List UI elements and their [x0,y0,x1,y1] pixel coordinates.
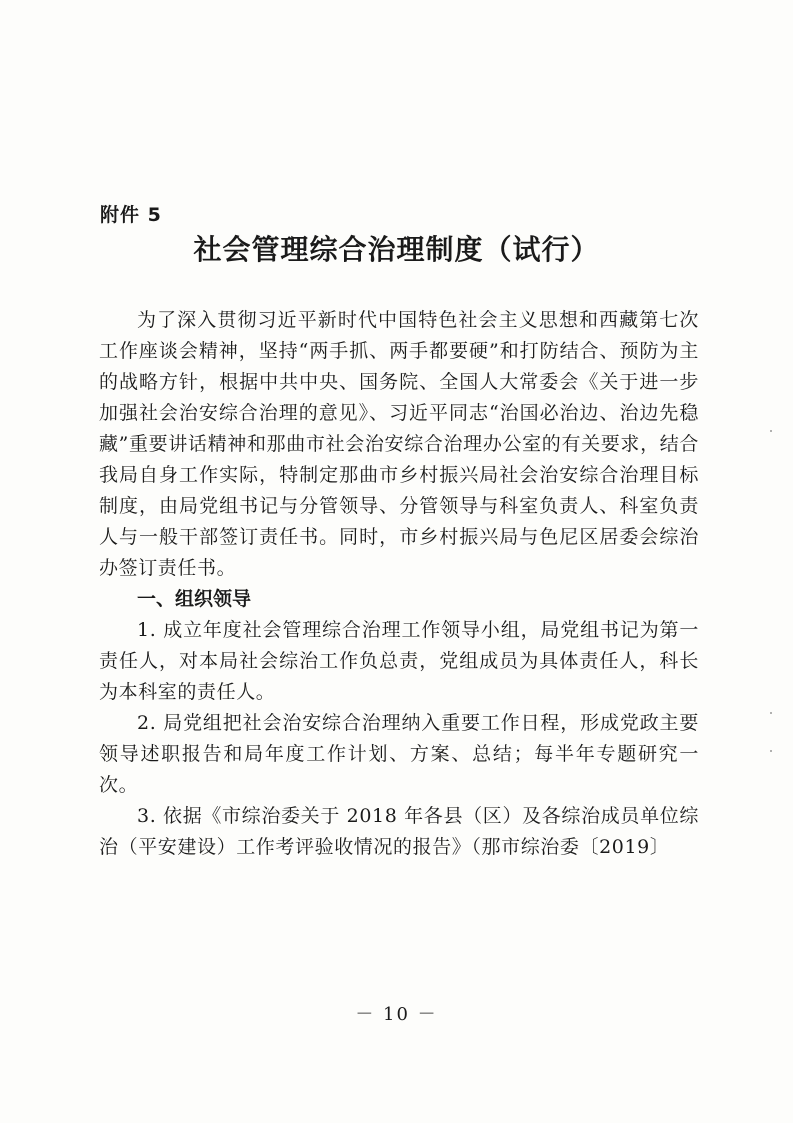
binding-hole-mark [770,750,772,752]
item-paragraph-3: 3. 依据《市综治委关于 2018 年各县（区）及各综治成员单位综治（平安建设）工作考评验收情况的报告》（那市综治委〔2019〕 [99,805,699,858]
item-paragraph-2: 2. 局党组把社会治安综合治理纳入重要工作日程，形成党政主要领导述职报告和局年度工作计划、方案、总结；每半年专题研究一次。 [99,712,699,796]
page-number: － 10 － [355,1004,438,1025]
document-title: 社会管理综合治理制度（试行） [193,233,600,266]
binding-hole-mark [770,712,772,714]
item-paragraph-1: 1. 成立年度社会管理综合治理工作领导小组，局党组书记为第一责任人，对本局社会综治工作负总责，党组成员为具体责任人，科长为本科室的责任人。 [99,619,699,703]
attachment-label: 附件 5 [100,204,162,226]
section-heading-organization: 一、组织领导 [137,588,252,610]
document-body [99,305,699,863]
intro-paragraph: 为了深入贯彻习近平新时代中国特色社会主义思想和西藏第七次工作座谈会精神，坚持“两手抓、两手都要硬”和打防结合、预防为主的战略方针，根据中共中央、国务院、全国人大常委会《关于进一步加强社会治安综合治理的意见》、习近平同志“治国必治边、治边先稳藏”重要讲话精神和那曲市社会治安综合治理办公室的有关要求，结合我局自身工作实际，特制定那曲市乡村振兴局社会治安综合治理目标制度，由局党组书记与分管领导、分管领导与科室负责人、科室负责人与一般干部签订责任书。同时，市乡村振兴局与色尼区居委会综治办签订责任书。 [99,309,699,579]
binding-hole-mark [770,430,772,432]
